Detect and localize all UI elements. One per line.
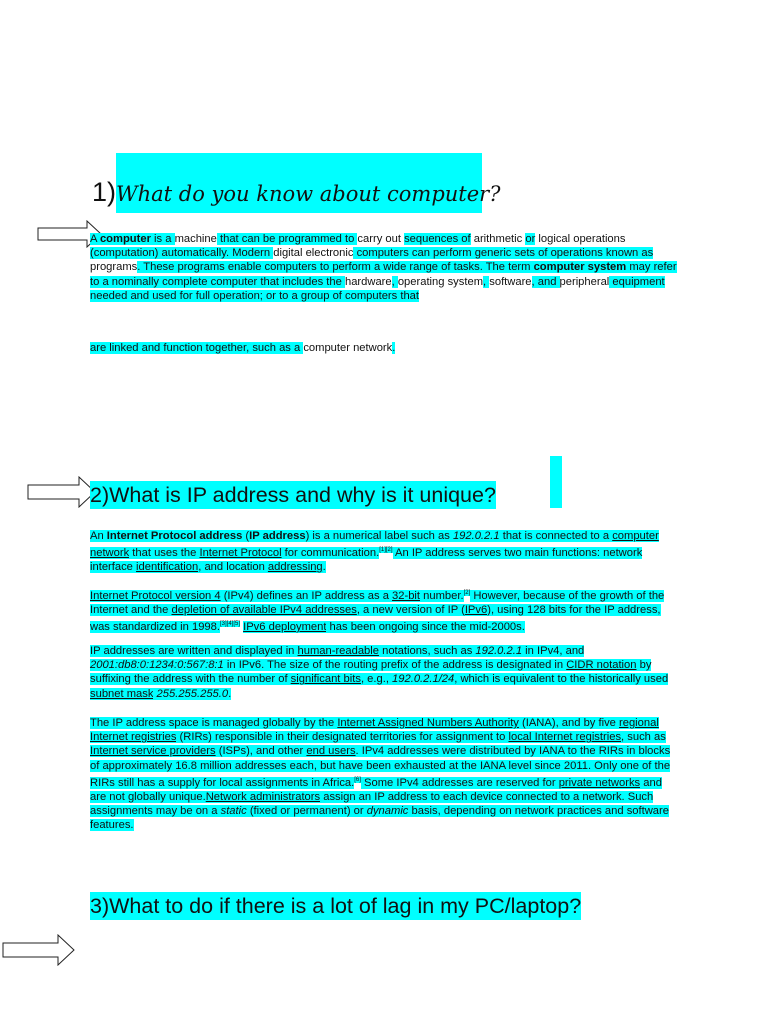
text-run: IP address xyxy=(249,530,306,542)
paragraph-notation xyxy=(90,644,680,701)
text-run: (RIRs) responsible in their designated territories for assignment to xyxy=(176,731,509,744)
text-run: , xyxy=(483,275,490,288)
text-run: that can be programmed to xyxy=(216,233,358,245)
text-run: . IPv4 addresses were distributed by IANA to the RIRs in blocks of approximately 16.8 million addresses each, but have been exhausted at the IANA level since 2011. Only one of the RIRs still has a supply for local assignments in Africa. xyxy=(90,745,671,789)
arrow-right-icon-2 xyxy=(27,476,97,508)
text-run: static xyxy=(220,804,247,817)
text-run: computer network xyxy=(303,342,393,354)
text-run: in IPv4, and xyxy=(522,645,585,657)
paragraph-computer-definition xyxy=(90,232,680,303)
text-link[interactable]: human-readable xyxy=(297,645,379,657)
paragraph-address-space xyxy=(90,716,680,832)
text-run: number. xyxy=(420,589,464,602)
text-run: (ISPs), and other xyxy=(215,745,307,758)
text-run: , and location xyxy=(198,561,268,574)
text-link[interactable]: Internet service providers xyxy=(90,745,216,758)
citation[interactable]: [1][2] xyxy=(379,547,393,554)
text-run: that uses the xyxy=(129,546,200,559)
text-run: software xyxy=(489,275,532,288)
text-run: Some IPv4 addresses are reserved for xyxy=(360,776,559,789)
text-run: is a xyxy=(150,233,175,245)
text-run: , and xyxy=(531,275,560,288)
text-run: by suffixing the address with the number of xyxy=(90,659,652,686)
text-run: machine xyxy=(174,233,217,245)
text-run: 192.0.2.1 xyxy=(452,530,500,542)
heading-3: 3)What to do if there is a lot of lag in my PC/laptop? xyxy=(90,894,582,918)
text-run: . xyxy=(228,687,232,700)
text-run: that is connected to a xyxy=(499,530,613,542)
text-run: notations, such as xyxy=(379,645,476,657)
heading-1-title: What do you know about computer? xyxy=(116,182,501,206)
text-run: . xyxy=(392,342,396,354)
text-run: The IP address space is managed globally by the xyxy=(90,717,338,729)
text-run: digital electronic xyxy=(273,247,354,260)
text-run: IP addresses are written and displayed in xyxy=(90,645,298,657)
text-run: (fixed or permanent) or xyxy=(246,804,367,817)
text-run: computer xyxy=(99,233,151,245)
text-run: computers can perform generic sets of operations known as xyxy=(353,247,654,260)
text-link[interactable]: Internet Assigned Numbers Authority xyxy=(337,717,519,729)
text-link[interactable]: 32-bit xyxy=(392,589,421,602)
text-run: may refer to a nominally complete computer that includes the xyxy=(90,261,677,288)
heading-2-highlight-tail xyxy=(550,456,562,508)
text-run: An xyxy=(90,530,107,542)
text-run: ) is a numerical label such as xyxy=(305,530,453,542)
text-run: has been ongoing since the mid-2000s. xyxy=(326,620,525,633)
text-link[interactable]: private networks xyxy=(558,776,641,789)
text-link[interactable]: significant bits xyxy=(290,673,361,686)
citation[interactable]: [6] xyxy=(354,776,361,783)
text-run: (IPv4) defines an IP address as a xyxy=(220,589,393,602)
text-link[interactable]: Internet Protocol version 4 xyxy=(90,589,221,602)
text-link[interactable]: Internet Protocol xyxy=(199,546,282,559)
text-run: and are not globally unique. xyxy=(90,776,662,803)
heading-1 xyxy=(90,174,502,212)
text-run: hardware xyxy=(344,275,392,288)
text-run: ), using 128 bits for the IP address, was standardized in 1998. xyxy=(90,603,661,633)
text-run: basis, depending on network practices and software features. xyxy=(90,804,669,832)
text-link[interactable]: IPv6 deployment xyxy=(243,620,327,633)
text-run: or xyxy=(525,233,536,245)
text-link[interactable]: depletion of available IPv4 addresses xyxy=(171,603,357,616)
paragraph-computer-definition-end xyxy=(90,341,680,355)
text-run: ( xyxy=(242,530,250,542)
citation[interactable]: [2] xyxy=(463,590,471,596)
text-run: . These programs enable computers to perform a wide range of tasks. The term xyxy=(137,261,534,274)
text-run: An IP address serves two main functions: network interface xyxy=(90,546,643,574)
text-run: . xyxy=(322,561,326,574)
heading-2: 2)What is IP address and why is it unique? xyxy=(90,483,496,507)
text-run: in IPv6. The size of the routing prefix of the address is designated in xyxy=(223,659,567,672)
paragraph-ip-definition xyxy=(90,529,680,574)
text-run: programs xyxy=(90,261,138,274)
text-run: 255.255.255.0 xyxy=(153,687,229,700)
text-run: However, because of the growth of the Internet and the xyxy=(90,589,665,616)
text-run: , e.g., xyxy=(360,673,393,686)
text-run: equipment needed and used for full operation; or to a group of computers that xyxy=(90,275,665,302)
text-run: computer system xyxy=(533,261,627,274)
text-run: , which is equivalent to the historically used xyxy=(454,673,669,686)
text-run: for communication. xyxy=(281,546,380,559)
text-link[interactable]: CIDR notation xyxy=(566,659,637,672)
text-run: operating system xyxy=(397,275,484,288)
text-run: , xyxy=(391,275,398,288)
text-run: logical operations xyxy=(535,233,626,245)
text-run: peripheral xyxy=(559,275,610,288)
text-run: , a new version of IP ( xyxy=(356,603,465,616)
text-link[interactable]: regional Internet registries xyxy=(90,717,659,744)
text-run: automatically. Modern xyxy=(158,247,274,260)
text-link[interactable]: end users xyxy=(306,745,356,758)
text-link[interactable]: Network administrators xyxy=(205,790,321,803)
text-link[interactable]: identification xyxy=(136,561,199,574)
text-run: 192.0.2.1/24 xyxy=(392,673,455,686)
text-run: (computation) xyxy=(90,247,159,260)
text-link[interactable]: addressing xyxy=(267,561,323,574)
text-run: A xyxy=(90,233,100,245)
text-run: arithmetic xyxy=(470,233,526,245)
text-run: assign an IP address to each device connected to a network. Such assignments may be on a xyxy=(90,790,654,817)
heading-1-number: 1) xyxy=(92,177,117,207)
text-run: Internet Protocol address xyxy=(106,530,243,542)
text-link[interactable]: local Internet registries xyxy=(508,731,622,744)
text-run: (IANA), and by five xyxy=(518,717,620,729)
text-run: are linked and function together, such as a xyxy=(90,342,304,354)
text-run: 2001:db8:0:1234:0:567:8:1 xyxy=(90,659,224,672)
text-link[interactable]: subnet mask xyxy=(90,687,154,700)
text-run: sequences of xyxy=(404,233,471,245)
text-link[interactable]: computer network xyxy=(90,530,659,559)
arrow-right-icon-3 xyxy=(2,934,76,966)
text-link[interactable]: IPv6 xyxy=(464,603,488,616)
text-run: , such as xyxy=(621,731,666,744)
text-run: 192.0.2.1 xyxy=(475,645,523,657)
text-run: dynamic xyxy=(366,804,409,817)
paragraph-ipv4-ipv6 xyxy=(90,586,680,634)
text-run: carry out xyxy=(357,233,405,245)
citation[interactable]: [3][4][5] xyxy=(219,621,240,628)
